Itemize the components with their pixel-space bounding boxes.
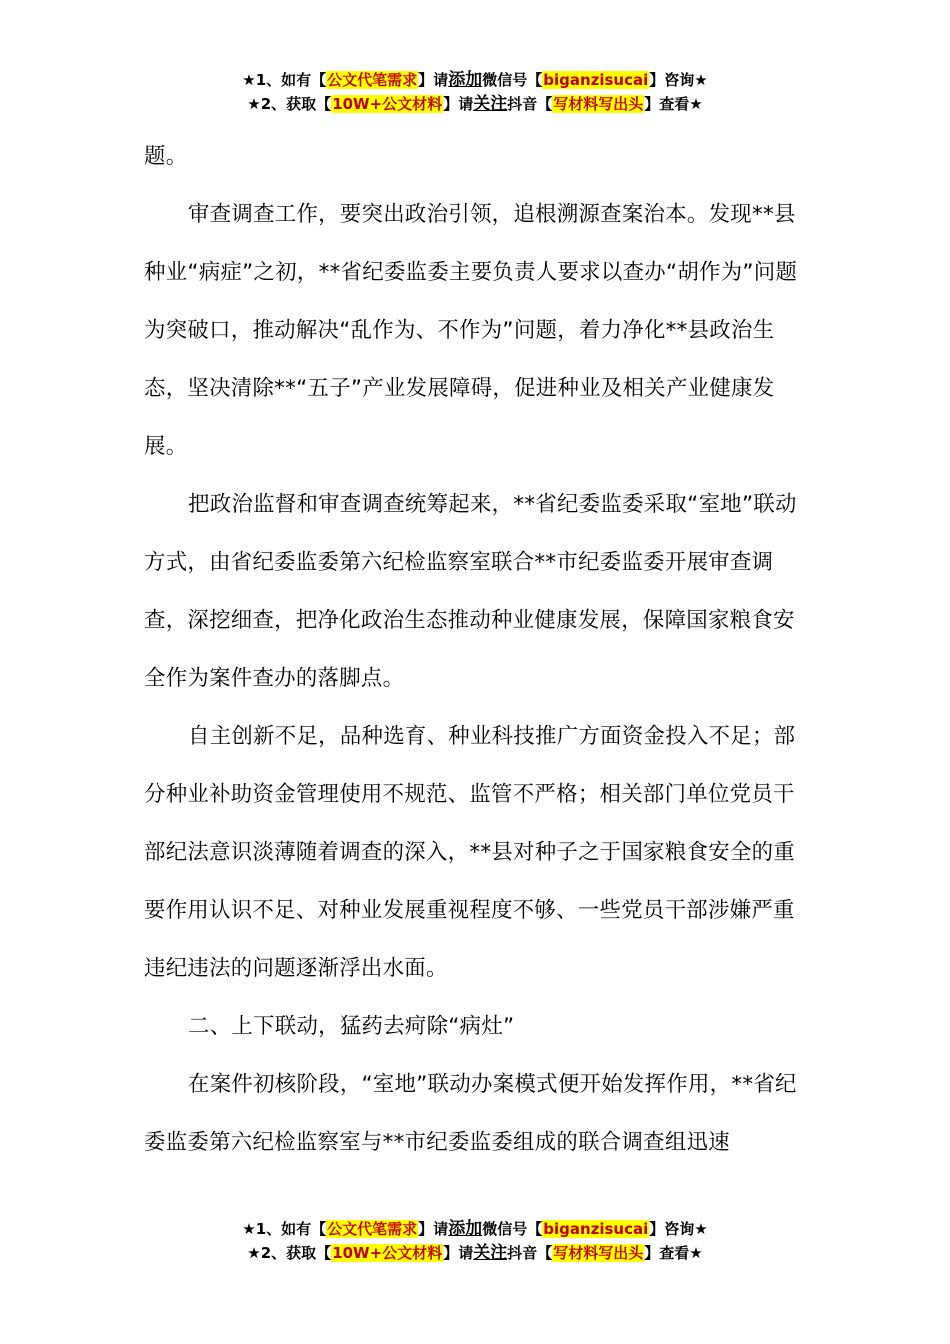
promo-text: 】请 [443, 95, 474, 113]
promo-emphasis: 关注 [473, 1243, 508, 1263]
promo-text: 】咨询★ [649, 1220, 708, 1238]
promo-wechat-id: biganzisucai [543, 1220, 649, 1238]
promo-banner-top [0, 68, 950, 116]
promo-wechat-id: biganzisucai [543, 71, 649, 89]
promo-text: ★2、获取【 [247, 1244, 332, 1262]
paragraph-continuation: 题。 [144, 144, 188, 169]
promo-text: ★2、获取【 [247, 95, 332, 113]
promo-banner-bottom [0, 1217, 950, 1265]
paragraph: 在案件初核阶段，“室地”联动办案模式便开始发挥作用，**省纪委监委第六纪检监察室与**市纪委监委组成的联合调查组迅速 [144, 1072, 797, 1155]
promo-text: 】请 [443, 1244, 474, 1262]
promo-text: 】查看★ [644, 95, 703, 113]
promo-text: 】请 [418, 1220, 449, 1238]
paragraph: 把政治监督和审查调查统筹起来，**省纪委监委采取“室地”联动方式，由省纪委监委第六纪检监察室联合**市纪委监委开展审查调查，深挖细查，把净化政治生态推动种业健康发展，保障国家粮食安全作为案件查办的落脚点。 [144, 492, 797, 691]
promo-highlight: 10W+公文材料 [332, 95, 443, 113]
section-heading: 二、上下联动，猛药去疴除“病灶” [188, 1014, 515, 1039]
promo-text: ★1、如有【 [242, 1220, 327, 1238]
promo-emphasis: 添加 [448, 1219, 483, 1239]
promo-text: 微信号【 [482, 1220, 543, 1238]
promo-emphasis: 关注 [473, 94, 508, 114]
promo-douyin-id: 写材料写出头 [553, 95, 644, 113]
promo-highlight: 10W+公文材料 [332, 1244, 443, 1262]
promo-highlight: 公文代笔需求 [327, 1220, 418, 1238]
promo-text: 】咨询★ [649, 71, 708, 89]
paragraph: 审查调查工作，要突出政治引领，追根溯源查案治本。发现**县种业“病症”之初，**省纪委监委主要负责人要求以查办“胡作为”问题为突破口，推动解决“乱作为、不作为”问题，着力净化**县政治生态，坚决清除**“五子”产业发展障碍，促进种业及相关产业健康发展。 [144, 202, 798, 459]
promo-text: 】查看★ [644, 1244, 703, 1262]
promo-text: 】请 [418, 71, 449, 89]
promo-highlight: 公文代笔需求 [327, 71, 418, 89]
promo-text: 微信号【 [482, 71, 543, 89]
promo-line-2 [0, 92, 950, 116]
paragraph: 自主创新不足，品种选育、种业科技推广方面资金投入不足；部分种业补助资金管理使用不规范、监管不严格；相关部门单位党员干部纪法意识淡薄随着调查的深入，**县对种子之于国家粮食安全的重要作用认识不足、对种业发展重视程度不够、一些党员干部涉嫌严重违纪违法的问题逐渐浮出水面。 [144, 724, 796, 981]
promo-text: 抖音【 [507, 1244, 553, 1262]
promo-text: ★1、如有【 [242, 71, 327, 89]
promo-emphasis: 添加 [448, 70, 483, 90]
promo-douyin-id: 写材料写出头 [553, 1244, 644, 1262]
promo-line-2 [0, 1241, 950, 1265]
document-body [144, 128, 808, 1172]
promo-line-1 [0, 1217, 950, 1241]
promo-line-1 [0, 68, 950, 92]
promo-text: 抖音【 [507, 95, 553, 113]
